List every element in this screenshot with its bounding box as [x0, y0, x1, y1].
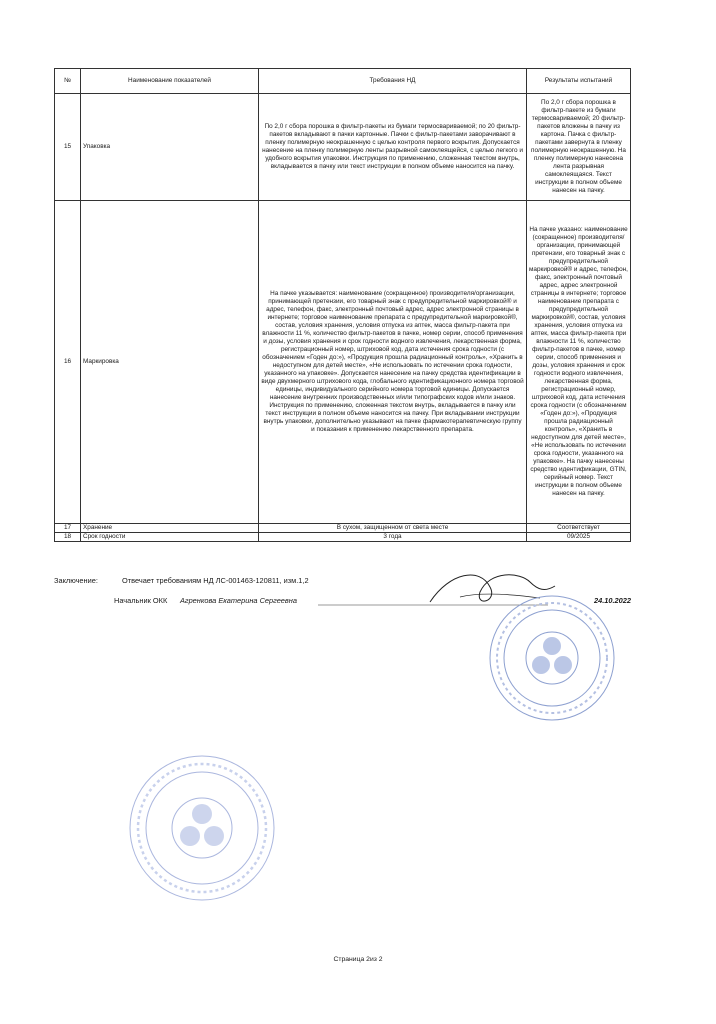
- header-requirements: Требования НД: [259, 69, 527, 94]
- row-name: Хранение: [81, 524, 259, 533]
- header-num: №: [55, 69, 81, 94]
- table-row: [55, 533, 631, 542]
- signatory-title: Начальник ОКК: [114, 596, 168, 605]
- header-results: Результаты испытаний: [527, 69, 631, 94]
- table-row: [55, 94, 631, 201]
- signatory-name: Агренкова Екатерина Сергеевна: [180, 596, 297, 605]
- row-num: 18: [55, 533, 81, 542]
- conclusion-text: Отвечает требованиям НД ЛС-001463-120811, изм.1,2: [122, 576, 309, 585]
- row-requirements: По 2,0 г сбора порошка в фильтр-пакеты из бумаги термосвариваемой; по 20 фильтр-пакетов вкладывают в пачки картонные. Пачки с фильтр-пакетами заворачивают в пленку полимерную неокрашенную с целью контроля первого вскрытия. Допускается нанесение на пленку полимерную ленты разрывной самоклеящейся, с целью легкого и удобного вскрытия упаковки. Инструкция по применению, сложенная текстом внутрь, вкладывается в пачку или текст инструкции в полном объеме наносится на пачку.: [259, 94, 527, 201]
- header-name: Наименование показателей: [81, 69, 259, 94]
- row-num: 15: [55, 94, 81, 201]
- conclusion-label: Заключение:: [54, 576, 98, 585]
- row-requirements: В сухом, защищенном от света месте: [259, 524, 527, 533]
- row-name: Маркировка: [81, 201, 259, 524]
- seal-stamp-right: [486, 592, 618, 724]
- page-number: Страница 2из 2: [333, 956, 383, 963]
- row-num: 16: [55, 201, 81, 524]
- results-table: [54, 68, 631, 542]
- table-row: [55, 524, 631, 533]
- row-requirements: На пачке указывается: наименование (сокращенное) производителя/организации, принимающей претензии, его товарный знак с предупредительной маркировкой® и адрес, телефон, факс, электронный почтовый адрес, адрес электронной страницы в интернете; торговое наименование препарата с предупредительной маркировкой®, состав, условия хранения, условия отпуска из аптек, масса фильтр-пакета при влажности 11 %, количество фильтр-пакетов в пачке, номер серии, способ применения и дозы, условия хранения и срок годности водного извлечения, лекарственная форма, регистрационный номер, штриховой код, дата истечения срока годности (с обозначением «Годен до:»), «Продукция прошла радиационный контроль», «Хранить в недоступном для детей месте», «Не использовать по истечении срока годности, указанного на упаковке». Допускается нанесение на пачку средства идентификации в виде двухмерного штрихового кода, глобального идентификационного номера торговой единицы, индивидуального серийного номера торговой единицы. Допускается нанесение внутренних производственных и/или типографских кодов и/или знаков. Инструкция по применению, сложенная текстом внутрь, вкладывается в пачку или текст инструкции в полном объеме наносится на пачку. При вкладывании инструкции внутрь упаковки, дополнительно указывают на пачке фармакотерапевтическую группу и показания к применению лекарственного препарата.: [259, 201, 527, 524]
- row-results: По 2,0 г сбора порошка в фильтр-пакете из бумаги термосвариваемой; 20 фильтр-пакетов вложены в пачку из картона. Пачка с фильтр-пакетами завернута в пленку полимерную неокрашенную. На пленку полимерную нанесена лента разрывная самоклеящаяся. Текст инструкции в полном объеме нанесен на пачку.: [527, 94, 631, 201]
- table-header-row: [55, 69, 631, 94]
- row-results: 09/2025: [527, 533, 631, 542]
- table-row: [55, 201, 631, 524]
- row-requirements: 3 года: [259, 533, 527, 542]
- row-results: На пачке указано: наименование (сокращенное) производителя/организации, принимающей претензии, его товарный знак с предупредительной маркировкой® и адрес, телефон, факс, электронный почтовый адрес, адрес электронной страницы в интернете; торговое наименование препарата с предупредительной маркировкой®, состав, условия хранения, условия отпуска из аптек, масса фильтр-пакета при влажности 11 %, количество фильтр-пакетов в пачке, номер серии, способ применения и дозы, условия хранения и срок годности водного извлечения, лекарственная форма, регистрационный номер, штриховой код, дата истечения срока годности (с обозначением «Годен до:»), «Продукция прошла радиационный контроль», «Хранить в недоступном для детей месте», «Не использовать по истечении срока годности, указанного на упаковке». На пачку нанесены средство идентификации, GTIN, серийный номер. Текст инструкции в полном объеме нанесен на пачку.: [527, 201, 631, 524]
- row-results: Соответствует: [527, 524, 631, 533]
- row-num: 17: [55, 524, 81, 533]
- seal-stamp-left: [126, 752, 278, 904]
- signature-date: 24.10.2022: [594, 596, 631, 605]
- row-name: Упаковка: [81, 94, 259, 201]
- row-name: Срок годности: [81, 533, 259, 542]
